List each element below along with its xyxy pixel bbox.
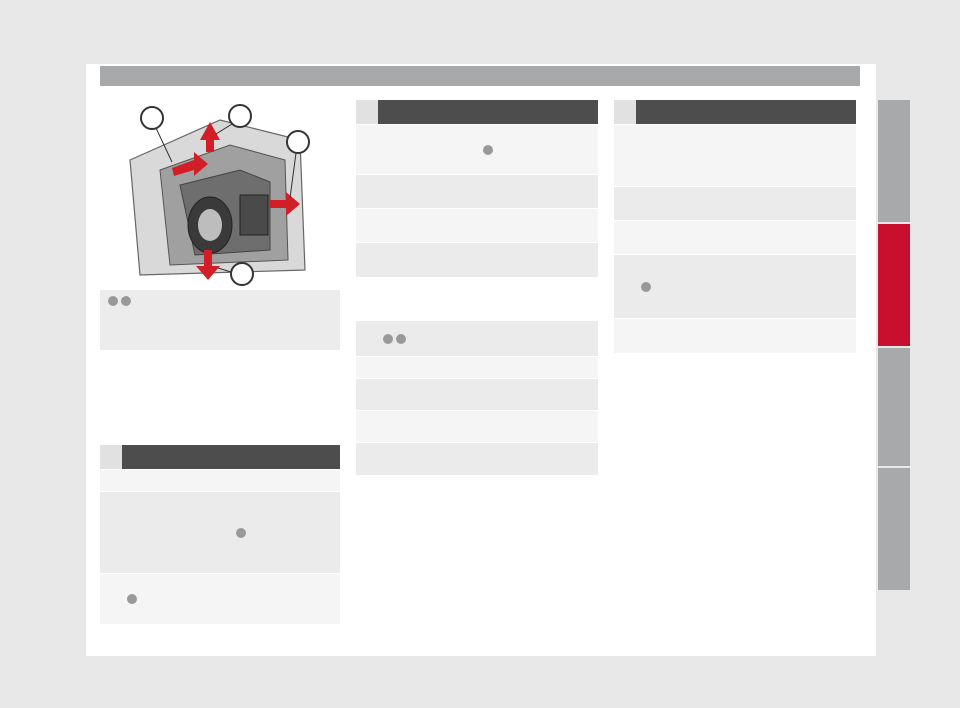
- taillight-illustration: [100, 100, 340, 290]
- figure-caption: [108, 294, 336, 308]
- col-left: [122, 445, 231, 470]
- table-row: [100, 492, 340, 574]
- col-left: [636, 100, 783, 125]
- table-row: [356, 379, 598, 411]
- table-row: [356, 209, 598, 243]
- table-row: [100, 574, 340, 624]
- col-right: [783, 100, 856, 125]
- table-row: [614, 125, 856, 187]
- table-removal: [100, 445, 340, 624]
- col-right: [488, 100, 598, 125]
- table-row: [356, 411, 598, 443]
- table-row: [356, 357, 598, 379]
- table-row: [614, 221, 856, 255]
- taillight-drawing: [100, 100, 340, 290]
- side-tab-teknik[interactable]: [878, 100, 910, 222]
- page-header: [100, 66, 860, 86]
- table-row: [614, 187, 856, 221]
- marker-4-badge: [121, 296, 131, 306]
- col-left: [378, 100, 488, 125]
- side-tab-calisma[interactable]: [878, 348, 910, 466]
- table-row: [356, 443, 598, 475]
- marker-1-badge: [108, 296, 118, 306]
- table-row: [356, 243, 598, 277]
- table-row: [356, 321, 598, 357]
- table-row: [614, 319, 856, 353]
- table-row: [356, 175, 598, 209]
- table-removal-cont: [356, 100, 598, 277]
- table-row: [356, 125, 598, 175]
- side-tab-guvenlik[interactable]: [878, 468, 910, 590]
- col-right: [231, 445, 340, 470]
- table-row: [614, 255, 856, 319]
- table-installation: [614, 100, 856, 353]
- table-bulb: [356, 320, 598, 475]
- side-tab-tavsiyeler[interactable]: [878, 224, 910, 346]
- figure-220: [100, 100, 340, 350]
- table-row: [100, 470, 340, 492]
